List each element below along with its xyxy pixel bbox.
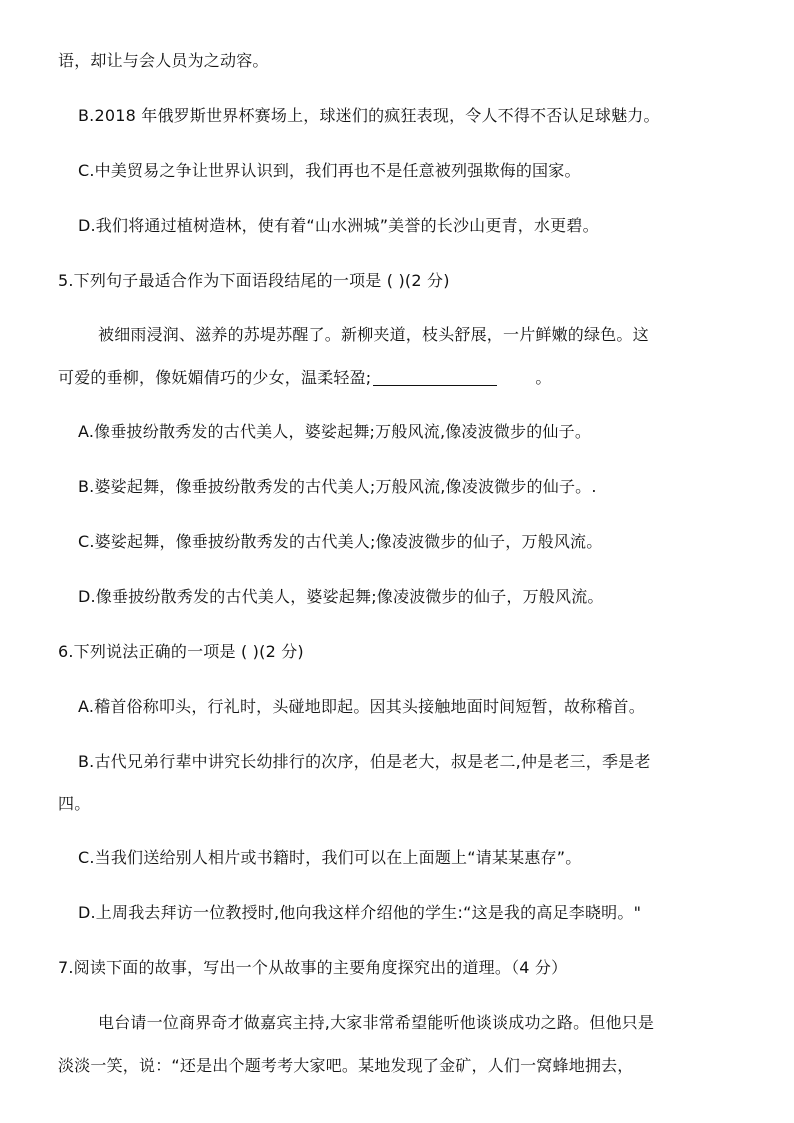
option-d-q6: D.上周我去拜访一位教授时,他向我这样介绍他的学生:“这是我的高足李晓明。" <box>78 903 642 922</box>
passage-end-mark: 。 <box>535 368 552 387</box>
option-c-q5: C.婆娑起舞，像垂披纷散秀发的古代美人;像凌波微步的仙子，万般风流。 <box>78 532 603 551</box>
question-5: 5.下列句子最适合作为下面语段结尾的一项是 ( )(2 分) <box>58 271 450 290</box>
passage-line-blank <box>58 367 552 389</box>
option-b-q6: B.古代兄弟行辈中讲究长幼排行的次序，伯是老大，叔是老二,仲是老三，季是老 <box>78 752 651 771</box>
story-line: 淡淡一笑，说：“还是出个题考考大家吧。某地发现了金矿，人们一窝蜂地拥去， <box>58 1056 634 1075</box>
option-c-q6: C.当我们送给别人相片或书籍时，我们可以在上面题上“请某某惠存”。 <box>78 848 582 867</box>
answer-blank <box>373 369 497 386</box>
passage-text: 可爱的垂柳，像妩媚倩巧的少女，温柔轻盈; <box>58 368 372 387</box>
story-line: 电台请一位商界奇才做嘉宾主持,大家非常希望能听他谈谈成功之路。但他只是 <box>98 1013 655 1032</box>
option-a-q6: A.稽首俗称叩头，行礼时，头碰地即起。因其头接触地面时间短暂，故称稽首。 <box>78 697 645 716</box>
option-d-q4: D.我们将通过植树造林，使有着“山水洲城”美誉的长沙山更青，水更碧。 <box>78 216 599 235</box>
option-a-q5: A.像垂披纷散秀发的古代美人，婆娑起舞;万般风流,像凌波微步的仙子。 <box>78 422 592 441</box>
option-b-q4: B.2018 年俄罗斯世界杯赛场上，球迷们的疯狂表现，令人不得不否认足球魅力。 <box>78 106 660 125</box>
question-7: 7.阅读下面的故事，写出一个从故事的主要角度探究出的道理。（4 分） <box>58 958 568 977</box>
option-b-q6-cont: 四。 <box>58 794 91 813</box>
option-c-q4: C.中美贸易之争让世界认识到，我们再也不是任意被列强欺侮的国家。 <box>78 161 581 180</box>
text-line: 语，却让与会人员为之动容。 <box>58 51 269 70</box>
option-b-q5: B.婆娑起舞，像垂披纷散秀发的古代美人;万般风流,像凌波微步的仙子。. <box>78 477 597 496</box>
passage-line: 被细雨浸润、滋养的苏堤苏醒了。新柳夹道，枝头舒展，一片鲜嫩的绿色。这 <box>98 325 649 344</box>
question-6: 6.下列说法正确的一项是 ( )(2 分) <box>58 642 304 661</box>
option-d-q5: D.像垂披纷散秀发的古代美人，婆娑起舞;像凌波微步的仙子，万般风流。 <box>78 587 604 606</box>
